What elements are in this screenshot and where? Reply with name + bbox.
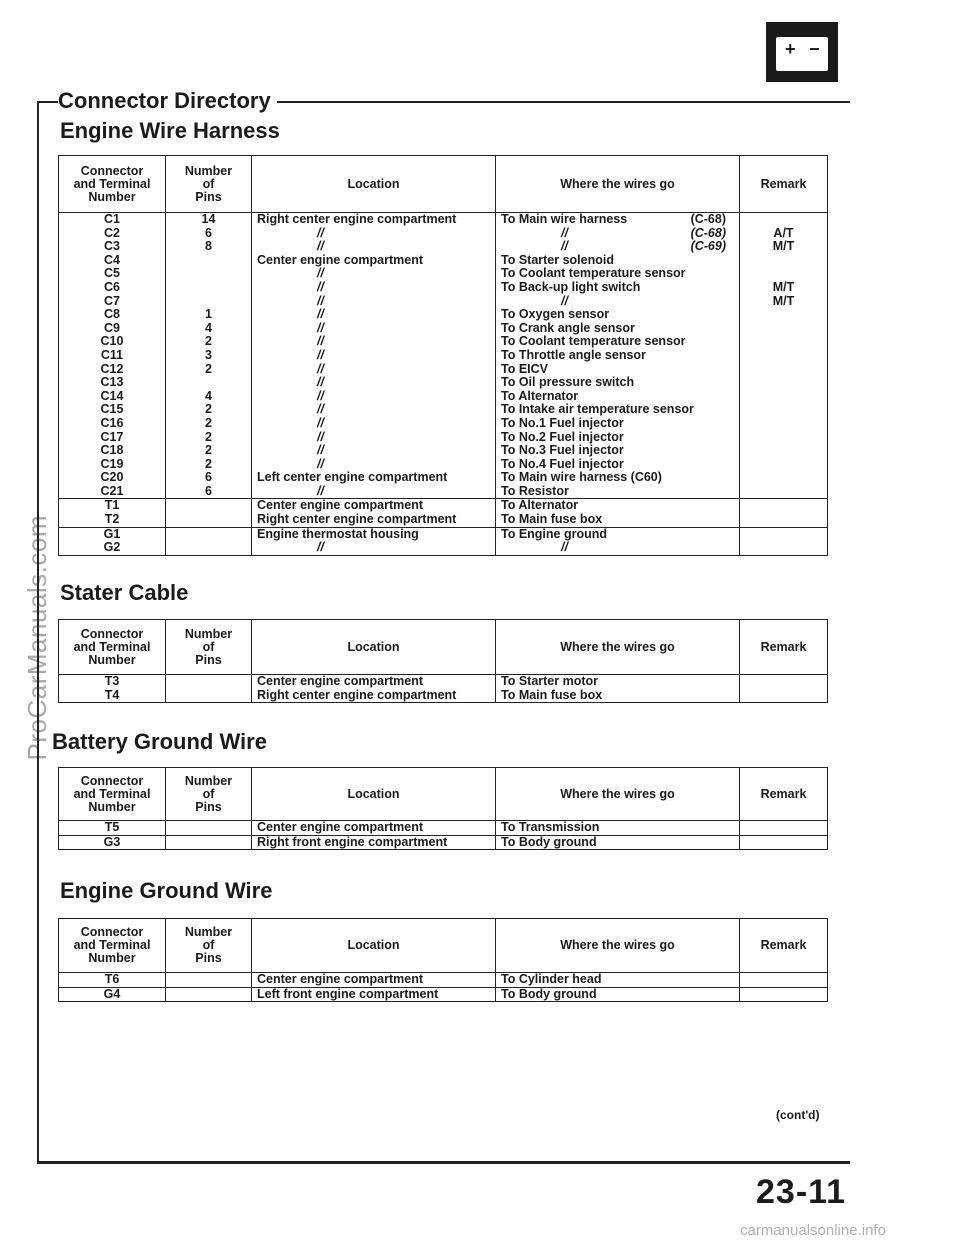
cell-line: //	[317, 320, 324, 335]
cell-line: //	[317, 334, 324, 349]
engine-wire-harness-table	[58, 155, 828, 556]
cell-line: //	[317, 483, 324, 498]
cell-line: 2	[205, 429, 212, 444]
cell-line: C14	[100, 388, 124, 403]
cell-line	[745, 390, 822, 404]
header-connector: Connector and Terminal Number	[59, 156, 166, 213]
cell-line: C17	[100, 429, 124, 444]
cell-line: To Main wire harness (C-68)	[501, 213, 734, 227]
cell-line: //	[317, 361, 324, 376]
battery-icon: + −	[766, 22, 838, 82]
header-where: Where the wires go	[496, 620, 740, 675]
cell-line: C8	[104, 307, 120, 322]
cell-line: //	[317, 415, 324, 430]
cell-line: To Crank angle sensor	[501, 320, 635, 335]
cell-line: 2	[205, 334, 212, 349]
cell-line	[171, 376, 246, 390]
cell-line	[171, 254, 246, 268]
cell-line: 6	[205, 483, 212, 498]
cell-line: //	[317, 293, 324, 308]
header-where: Where the wires go	[496, 156, 740, 213]
side-watermark: ProCarManuals.com	[22, 515, 52, 761]
cell-line: To No.4 Fuel injector	[501, 456, 624, 471]
cell-line: 1	[205, 307, 212, 322]
cell-line: 2	[205, 443, 212, 458]
connector-ref: (C-68)	[690, 225, 726, 240]
pins-column	[166, 213, 252, 499]
table-row: T3 T4 Center engine compartment Right center engine compartment To Starter motor To Main fuse box	[59, 675, 828, 703]
cell-line: To Back-up light switch	[501, 279, 641, 294]
cell-line	[745, 322, 822, 336]
cell-line: // (C-69)	[501, 240, 734, 254]
cell-line: 4	[205, 388, 212, 403]
table-row: G1 G2 Engine thermostat housing // To Engine ground //	[59, 527, 828, 555]
table-row	[59, 213, 828, 499]
connector-ref: (C-68)	[690, 212, 726, 226]
cell-line	[745, 213, 822, 227]
cell-line: //	[317, 443, 324, 458]
cell-line: To Resistor	[501, 483, 569, 498]
section-title-engine-ground-wire: Engine Ground Wire	[60, 878, 273, 903]
cell-line: C21	[100, 483, 124, 498]
cell-line: 14	[201, 212, 216, 226]
connector-column	[59, 213, 166, 499]
cell-line: C13	[100, 375, 124, 390]
table-row: G4 Left front engine compartment To Body ground	[59, 987, 828, 1002]
header-pins: Number of Pins	[166, 620, 252, 675]
cell-line	[171, 281, 246, 295]
cell-line: To Intake air temperature sensor	[501, 402, 694, 417]
header-remark: Remark	[740, 919, 828, 973]
cell-line: C11	[100, 347, 124, 362]
cell-line: 2	[205, 402, 212, 417]
cell-line: //	[317, 456, 324, 471]
cell-line: A/T	[773, 225, 794, 240]
cell-line: 2	[205, 456, 212, 471]
cell-line: C18	[100, 443, 124, 458]
battery-ground-wire-table	[58, 767, 828, 850]
cell-line: //	[561, 293, 568, 308]
cell-line: To No.3 Fuel injector	[501, 443, 624, 458]
table-row: G3 Right front engine compartment To Body ground	[59, 835, 828, 850]
footer-watermark: carmanualsonline.info	[740, 1222, 886, 1239]
cell-line: To Oxygen sensor	[501, 307, 610, 322]
connector-ref: (C-69)	[690, 239, 726, 254]
cell-line: C10	[100, 334, 124, 349]
cell-line	[745, 417, 822, 431]
wires-column	[496, 213, 740, 499]
table-row: T1 T2 Center engine compartment Right center engine compartment To Alternator To Main fuse box	[59, 499, 828, 527]
cell-line	[171, 295, 246, 309]
cell-line: //	[317, 347, 324, 362]
cell-line: C16	[100, 415, 124, 430]
page-title: Connector Directory	[58, 88, 277, 114]
cell-line: To Throttle angle sensor	[501, 347, 646, 362]
cell-line	[745, 431, 822, 445]
cell-line	[171, 267, 246, 281]
cell-line: C19	[100, 456, 124, 471]
section-title-stater-cable: Stater Cable	[60, 580, 189, 605]
remark-column	[740, 213, 828, 499]
cell-line: 2	[205, 361, 212, 376]
header-remark: Remark	[740, 620, 828, 675]
cell-line	[745, 485, 822, 499]
table-row: T5 Center engine compartment To Transmission	[59, 821, 828, 836]
header-remark: Remark	[740, 768, 828, 821]
header-pins: Number of Pins	[166, 919, 252, 973]
header-where: Where the wires go	[496, 768, 740, 821]
cell-line: Center engine compartment	[257, 252, 424, 267]
cell-line	[745, 376, 822, 390]
cell-line: 3	[205, 347, 212, 362]
cell-line: M/T	[772, 239, 795, 254]
header-location: Location	[252, 768, 496, 821]
cell-line: C15	[100, 402, 124, 417]
cell-line: Right center engine compartment	[257, 212, 457, 226]
header-where: Where the wires go	[496, 919, 740, 973]
header-location: Location	[252, 156, 496, 213]
page-number: 23-11	[756, 1173, 847, 1211]
cell-line: //	[317, 429, 324, 444]
cell-line: 2	[205, 415, 212, 430]
stater-cable-table	[58, 619, 828, 703]
cell-line	[745, 471, 822, 485]
header-connector: Connector and Terminal Number	[59, 620, 166, 675]
cell-line	[745, 349, 822, 363]
cell-line: //	[317, 266, 324, 281]
cell-line: To Starter solenoid	[501, 252, 614, 267]
cell-line	[745, 308, 822, 322]
location-column	[252, 213, 496, 499]
cell-line	[745, 458, 822, 472]
engine-ground-wire-table	[58, 918, 828, 1002]
cell-line: C4	[104, 252, 120, 267]
section-title-battery-ground-wire: Battery Ground Wire	[52, 729, 267, 754]
cell-line: To Oil pressure switch	[501, 375, 635, 390]
table-row: T6 Center engine compartment To Cylinder head	[59, 973, 828, 988]
header-location: Location	[252, 919, 496, 973]
header-connector: Connector and Terminal Number	[59, 919, 166, 973]
cell-line: C2	[104, 225, 120, 240]
cell-line: To Coolant temperature sensor	[501, 266, 686, 281]
continued-note: (cont'd)	[776, 1108, 820, 1122]
cell-line: //	[317, 307, 324, 322]
cell-line: //	[317, 279, 324, 294]
cell-line: C7	[104, 293, 120, 308]
header-pins: Number of Pins	[166, 768, 252, 821]
cell-line: To EICV	[501, 361, 548, 376]
cell-line: 4	[205, 320, 212, 335]
cell-line: To No.2 Fuel injector	[501, 429, 624, 444]
header-remark: Remark	[740, 156, 828, 213]
cell-line: 6	[205, 225, 212, 240]
cell-line: C20	[100, 470, 124, 485]
header-location: Location	[252, 620, 496, 675]
cell-line: //	[317, 402, 324, 417]
cell-line	[745, 403, 822, 417]
cell-line: 8	[205, 239, 212, 254]
section-title-engine-wire-harness: Engine Wire Harness	[60, 118, 280, 143]
cell-line: //	[317, 388, 324, 403]
header-pins: Number of Pins	[166, 156, 252, 213]
cell-line: // (C-68)	[501, 227, 734, 241]
cell-line: M/T	[772, 293, 795, 308]
cell-line	[745, 254, 822, 268]
cell-line	[745, 444, 822, 458]
cell-line: To Coolant temperature sensor	[501, 334, 686, 349]
cell-line: C1	[104, 212, 120, 226]
cell-line: //	[317, 375, 324, 390]
cell-line: Left center engine compartment	[257, 470, 448, 485]
cell-line: C5	[104, 266, 120, 281]
cell-line: 6	[205, 470, 212, 485]
cell-line: To Alternator	[501, 388, 579, 403]
cell-line: //	[317, 239, 324, 254]
cell-line: C6	[104, 279, 120, 294]
cell-line: To Main wire harness (C60)	[501, 470, 662, 485]
cell-line: C3	[104, 239, 120, 254]
cell-line: C12	[100, 361, 124, 376]
cell-line: M/T	[772, 279, 795, 294]
cell-line	[745, 335, 822, 349]
cell-line: To No.1 Fuel injector	[501, 415, 624, 430]
cell-line: //	[317, 225, 324, 240]
cell-line: C9	[104, 320, 120, 335]
cell-line	[745, 267, 822, 281]
header-connector: Connector and Terminal Number	[59, 768, 166, 821]
cell-line	[745, 363, 822, 377]
